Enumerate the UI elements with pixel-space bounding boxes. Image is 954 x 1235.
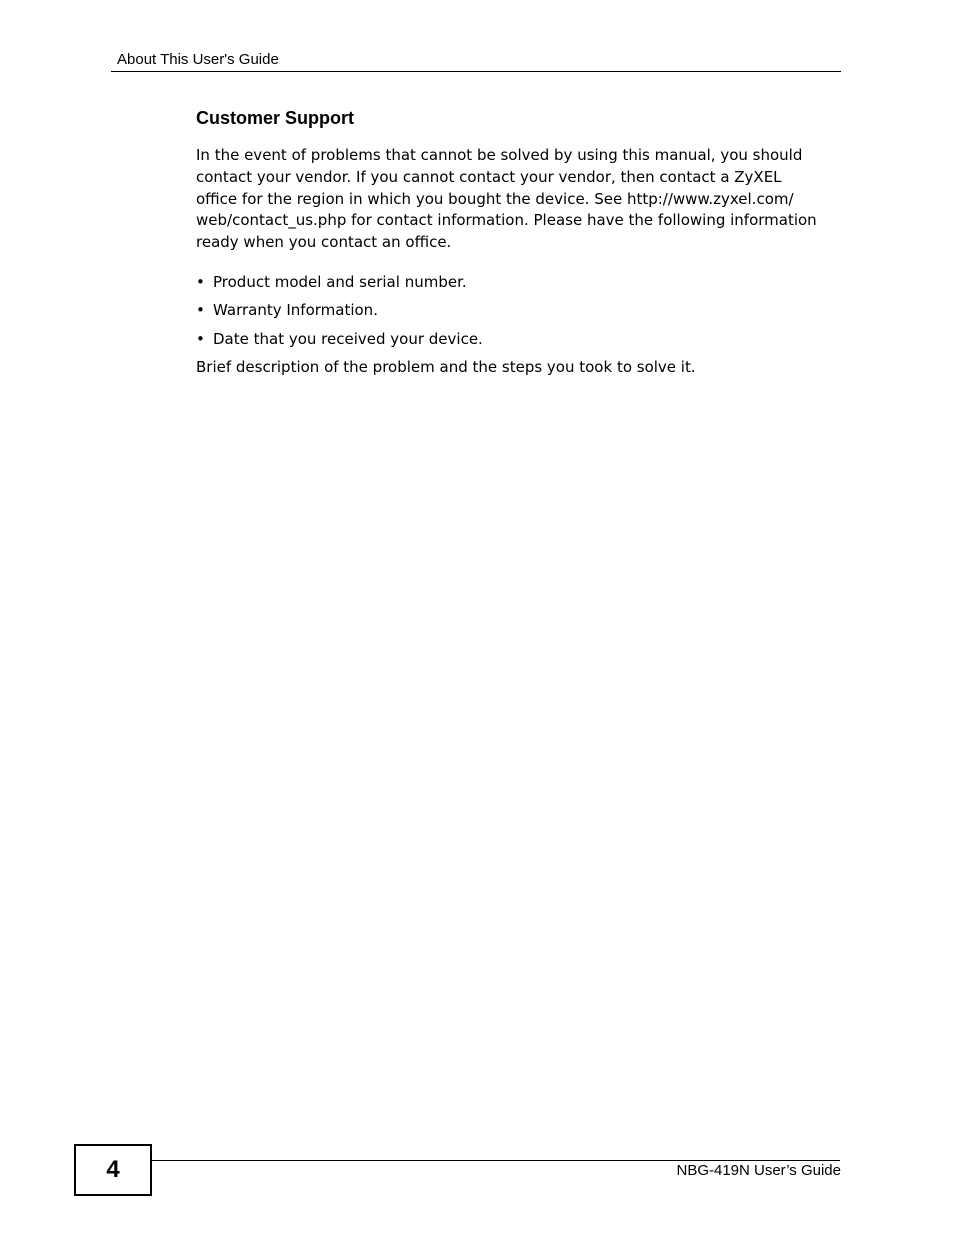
bullet-icon: • [196, 329, 205, 348]
list-item-text: Warranty Information. [213, 301, 378, 320]
list-item-text: Product model and serial number. [213, 272, 467, 291]
intro-line: web/contact_us.php for contact information. Please have the following information [196, 211, 817, 230]
intro-line: office for the region in which you bought the device. See http://www.zyxel.com/ [196, 189, 794, 208]
running-header: About This User's Guide [117, 51, 279, 68]
section-title: Customer Support [196, 108, 355, 128]
footer-guide-title: NBG-419N User’s Guide [676, 1162, 841, 1179]
bullet-icon: • [196, 272, 205, 291]
intro-line: In the event of problems that cannot be solved by using this manual, you should [196, 146, 803, 164]
closing-paragraph: Brief description of the problem and the steps you took to solve it. [196, 358, 696, 377]
intro-line: ready when you contact an office. [196, 233, 452, 252]
list-item [196, 300, 841, 321]
intro-line: contact your vendor. If you cannot contact your vendor, then contact a ZyXEL [196, 167, 782, 186]
info-bullet-list [196, 272, 841, 350]
bullet-icon: • [196, 301, 205, 320]
header-divider [111, 71, 841, 72]
intro-paragraph [196, 145, 841, 254]
list-item [196, 329, 841, 350]
page-number: 4 [74, 1144, 152, 1196]
main-content [196, 106, 841, 379]
list-item-text: Date that you received your device. [213, 329, 483, 348]
list-item [196, 272, 841, 293]
